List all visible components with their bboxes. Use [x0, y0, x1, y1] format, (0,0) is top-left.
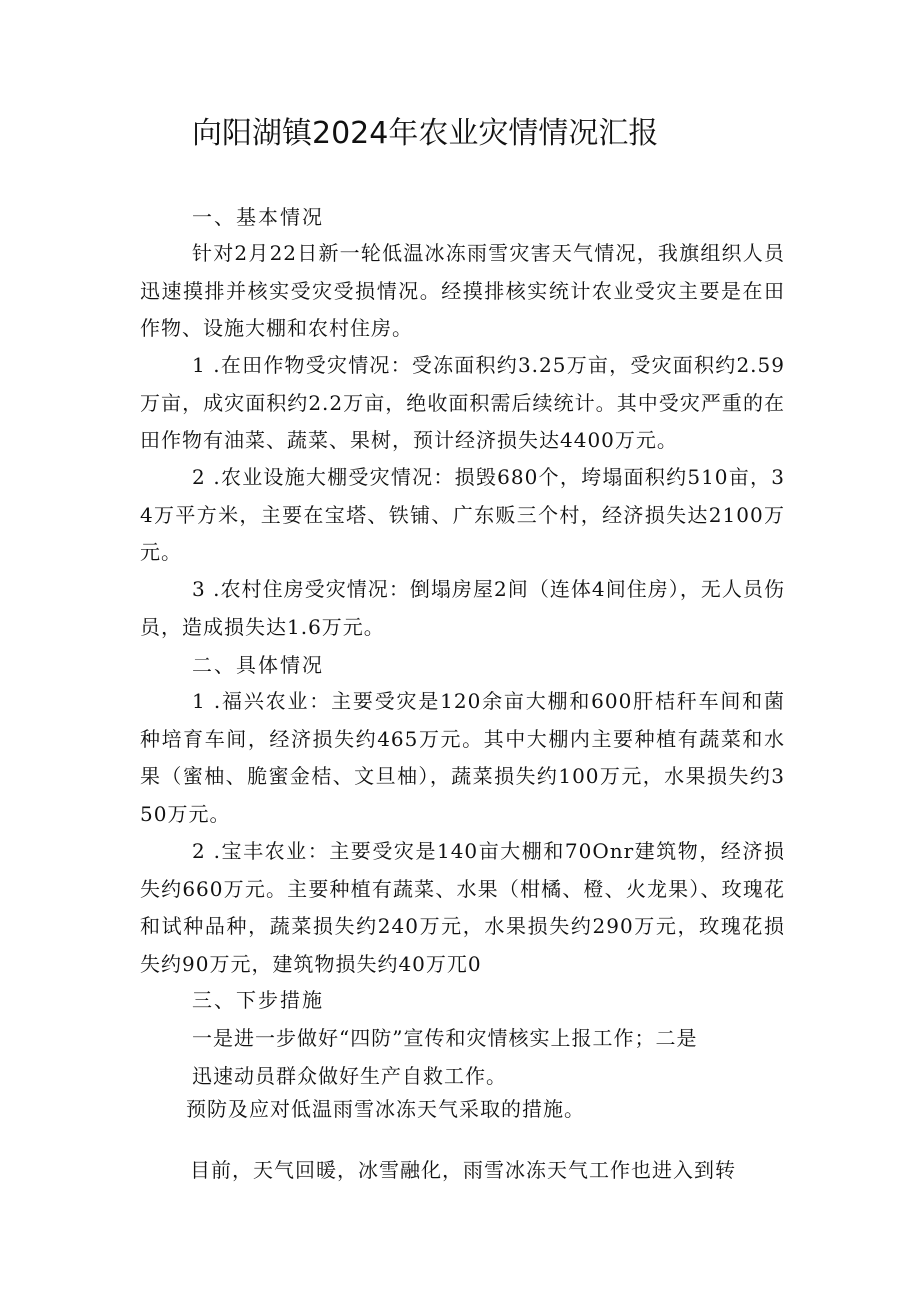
- section-heading-next-steps: 三、下步措施: [192, 988, 324, 1012]
- next-steps-line-3: 预防及应对低温雨雪冰冻天气采取的措施。: [186, 1097, 585, 1121]
- next-steps-line-1: 一是进一步做好“四防”宣传和灾情核实上报工作；二是: [192, 1026, 698, 1050]
- paragraph-crop-damage: 1 .在田作物受灾情况：受冻面积约3.25万亩，受灾面积约2.59万亩，成灾面积约2.2万亩，绝收面积需后续统计。其中受灾严重的在田作物有油菜、蔬菜、果树，预计经济损失达4400万元。: [140, 353, 785, 452]
- document-title: 向阳湖镇2024年农业灾情情况汇报: [192, 116, 659, 151]
- section-heading-basic: 一、基本情况: [192, 205, 324, 229]
- section-heading-details: 二、具体情况: [192, 653, 324, 677]
- next-steps-line-2: 迅速动员群众做好生产自救工作。: [192, 1064, 507, 1088]
- paragraph-housing-damage: 3 .农村住房受灾情况：倒塌房屋2间（连体4间住房），无人员伤员，造成损失达1.6万元。: [140, 577, 785, 639]
- paragraph-fuxing-agriculture: 1 .福兴农业：主要受灾是120余亩大棚和600肝桔秆车间和菌种培育车间，经济损失约465万元。其中大棚内主要种植有蔬菜和水果（蜜柚、脆蜜金桔、文旦柚），蔬菜损失约100万元，水果损失约350万元。: [140, 689, 785, 826]
- paragraph-baofeng-agriculture: 2 .宝丰农业：主要受灾是140亩大棚和70Onr建筑物，经济损失约660万元。主要种植有蔬菜、水果（柑橘、橙、火龙果）、玫瑰花和试种品种，蔬菜损失约240万元，水果损失约290万元，玫瑰花损失约90万元，建筑物损失约40万兀0: [140, 839, 785, 976]
- paragraph-greenhouse-damage: 2 .农业设施大棚受灾情况：损毁680个，垮塌面积约510亩，34万平方米，主要在宝塔、铁铺、广东贩三个村，经济损失达2100万元。: [140, 465, 785, 564]
- next-steps-line-4: 目前，天气回暖，冰雪融化，雨雪冰冻天气工作也进入到转: [190, 1158, 736, 1182]
- paragraph-intro: 针对2月22日新一轮低温冰冻雨雪灾害天气情况，我旗组织人员迅速摸排并核实受灾受损情况。经摸排核实统计农业受灾主要是在田作物、设施大棚和农村住房。: [140, 241, 785, 340]
